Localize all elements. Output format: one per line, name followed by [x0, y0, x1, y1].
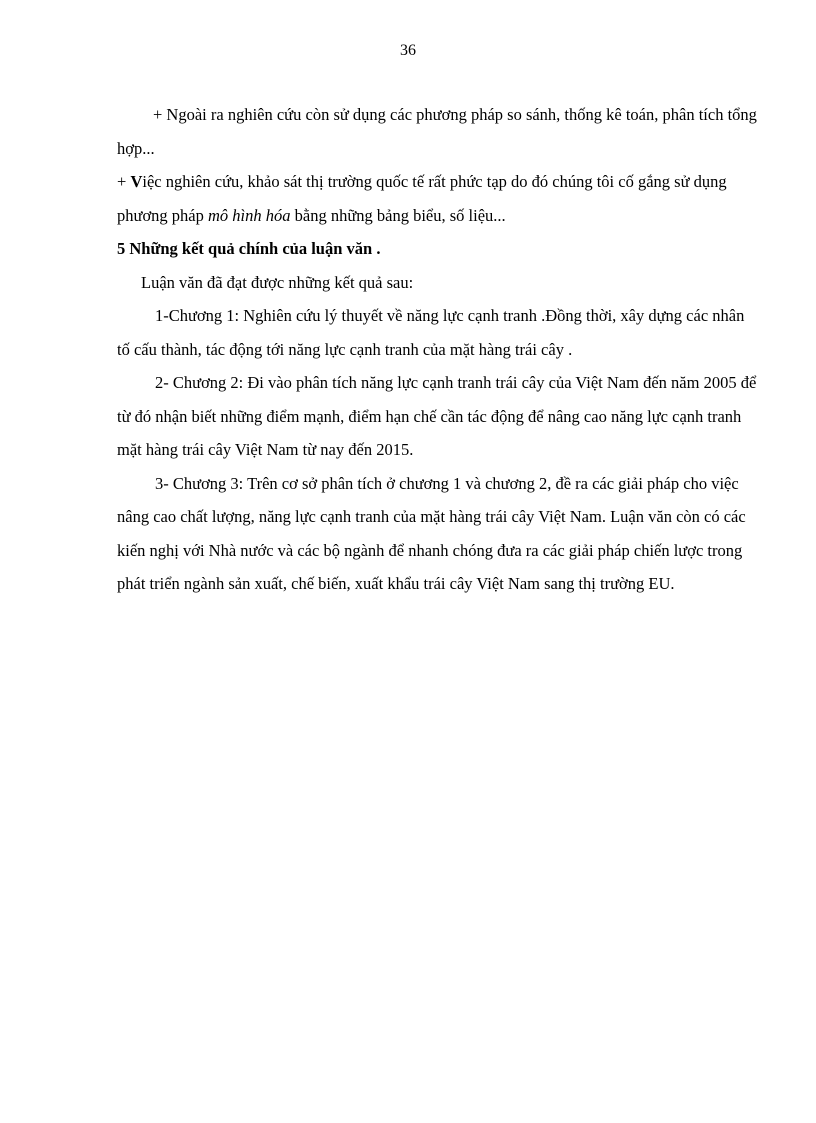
italic-term: mô hình hóa — [208, 205, 291, 225]
paragraph-chapter-3: 3- Chương 3: Trên cơ sở phân tích ở chương 1 và chương 2, đề ra các giải pháp cho việc nâng cao chất lượng, năng lực cạnh tranh của mặt hàng trái cây Việt Nam. Luận văn còn có các kiến nghị với Nhà nước và các bộ ngành để nhanh chóng đưa ra các giải pháp chiến lược trong phát triển ngành sản xuất, chế biến, xuất khẩu trái cây Việt Nam sang thị trường EU. — [117, 473, 746, 593]
body-text — [117, 98, 757, 601]
section-heading: 5 Những kết quả chính của luận văn . — [117, 239, 381, 258]
bold-initial: V — [130, 172, 143, 191]
paragraph-methods: + Ngoài ra nghiên cứu còn sử dụng các phương pháp so sánh, thống kê toán, phân tích tổng hợp... — [117, 105, 757, 158]
page-number: 36 — [400, 42, 416, 59]
paragraph-chapter-2: 2- Chương 2: Đi vào phân tích năng lực cạnh tranh trái cây của Việt Nam đến năm 2005 để từ đó nhận biết những điểm mạnh, điểm hạn chế cần tác động để nâng cao năng lực cạnh tranh mặt hàng trái cây Việt Nam từ nay đến 2015. — [117, 373, 757, 459]
research-text: iệc nghiên cứu, khảo sát thị trường quốc tế rất phức tạp do đó chúng tôi cố gắng sử dụng phương pháp — [117, 172, 727, 225]
research-text-end: bằng những bảng biểu, số liệu... — [290, 205, 506, 225]
paragraph-chapter-1: 1-Chương 1: Nghiên cứu lý thuyết về năng lực cạnh tranh .Đồng thời, xây dựng các nhân tố cấu thành, tác động tới năng lực cạnh tranh của mặt hàng trái cây . — [117, 306, 745, 359]
bullet-plus: + — [117, 172, 131, 191]
paragraph-results-intro: Luận văn đã đạt được những kết quả sau: — [141, 272, 414, 292]
paragraph-research — [117, 165, 757, 232]
